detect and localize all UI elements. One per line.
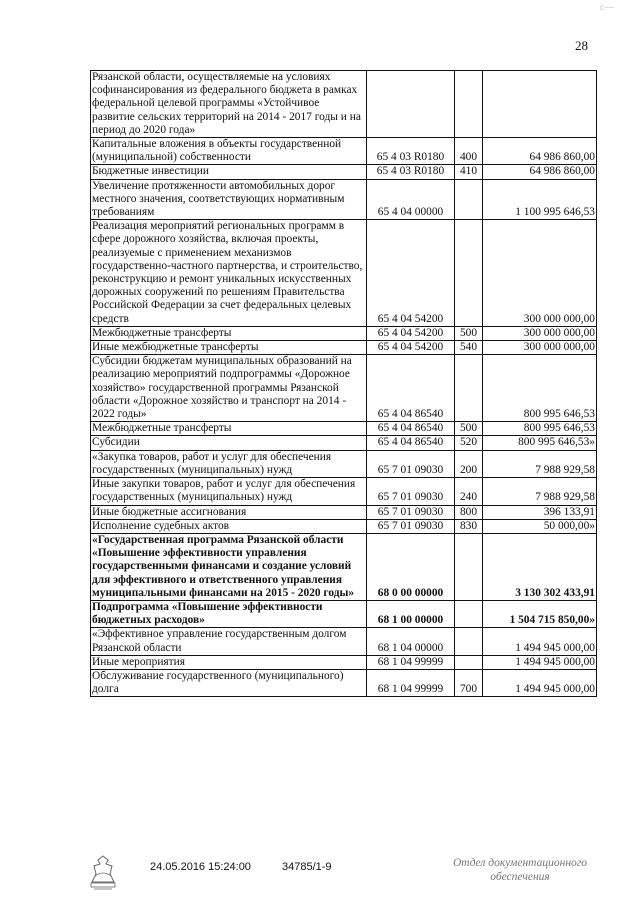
- cell-name: «Закупка товаров, работ и услуг для обеспечения государственных (муниципальных) нужд: [91, 450, 367, 477]
- cell-type: 830: [455, 519, 483, 533]
- cell-sum: 7 988 929,58: [483, 478, 597, 505]
- cell-type: 700: [455, 669, 483, 696]
- cell-name: Субсидии бюджетам муниципальных образований на реализацию мероприятий подпрограммы «Дорожное хозяйство» государственной программы Рязанской области «Дорожное хозяйство и транспорт на 2014 - 2022 годы»: [91, 355, 367, 422]
- cell-name: «Эффективное управление государственным долгом Рязанской области: [91, 628, 367, 655]
- cell-code: [367, 71, 455, 138]
- cell-name: Иные закупки товаров, работ и услуг для обеспечения государственных (муниципальных) нужд: [91, 478, 367, 505]
- cell-code: 68 1 04 00000: [367, 628, 455, 655]
- table-row: [91, 165, 597, 179]
- cell-sum: 3 130 302 433,91: [483, 533, 597, 600]
- cell-name: Реализация мероприятий региональных программ в сфере дорожного хозяйства, включая проекты, реализуемые с применением механизмов государственно-частного партнерства, и строительство, реконструкцию и ремонт уникальных искусственных дорожных сооружений по решениям Правительства Российской Федерации за счет федеральных целевых средств: [91, 220, 367, 327]
- cell-type: 200: [455, 450, 483, 477]
- table-row: [91, 355, 597, 422]
- page-number: 28: [575, 38, 588, 53]
- cell-code: 65 4 04 86540: [367, 422, 455, 436]
- corner-mark: г.—: [600, 2, 614, 12]
- cell-type: [455, 355, 483, 422]
- table-row: [91, 519, 597, 533]
- cell-sum: 300 000 000,00: [483, 341, 597, 355]
- cell-sum: 64 986 860,00: [483, 165, 597, 179]
- cell-sum: [483, 71, 597, 138]
- footer-date: 24.05.2016 15:24:00: [150, 861, 251, 873]
- cell-type: 800: [455, 505, 483, 519]
- cell-name: Капитальные вложения в объекты государственной (муниципальной) собственности: [91, 138, 367, 165]
- cell-code: 65 7 01 09030: [367, 519, 455, 533]
- budget-table-body: [91, 71, 597, 697]
- cell-type: [455, 179, 483, 220]
- table-row: [91, 326, 597, 340]
- cell-code: 68 1 00 00000: [367, 600, 455, 627]
- cell-sum: 64 986 860,00: [483, 138, 597, 165]
- cell-sum: 1 494 945 000,00: [483, 628, 597, 655]
- table-row: [91, 505, 597, 519]
- cell-type: [455, 71, 483, 138]
- cell-type: 400: [455, 138, 483, 165]
- cell-code: 65 4 04 54200: [367, 326, 455, 340]
- cell-name: Межбюджетные трансферты: [91, 326, 367, 340]
- cell-code: 65 4 03 R0180: [367, 165, 455, 179]
- cell-code: 65 7 01 09030: [367, 478, 455, 505]
- cell-type: [455, 600, 483, 627]
- cell-sum: 1 504 715 850,00»: [483, 600, 597, 627]
- table-row: [91, 436, 597, 450]
- cell-code: 65 4 03 R0180: [367, 138, 455, 165]
- table-row: [91, 628, 597, 655]
- cell-name: Бюджетные инвестиции: [91, 165, 367, 179]
- table-row: [91, 71, 597, 138]
- cell-type: 500: [455, 326, 483, 340]
- cell-sum: 1 100 995 646,53: [483, 179, 597, 220]
- table-row: [91, 669, 597, 696]
- cell-sum: 1 494 945 000,00: [483, 669, 597, 696]
- table-row: [91, 138, 597, 165]
- table-row: [91, 341, 597, 355]
- cell-type: [455, 220, 483, 327]
- table-row: [91, 220, 597, 327]
- cell-type: 520: [455, 436, 483, 450]
- table-row: [91, 478, 597, 505]
- cell-sum: 300 000 000,00: [483, 220, 597, 327]
- cell-code: 65 4 04 86540: [367, 355, 455, 422]
- footer-department-line1: Отдел документационного: [452, 857, 588, 869]
- cell-sum: 396 133,91: [483, 505, 597, 519]
- cell-name: Увеличение протяженности автомобильных дорог местного значения, соответствующих нормативным требованиям: [91, 179, 367, 220]
- cell-sum: 800 995 646,53: [483, 355, 597, 422]
- cell-code: 65 4 04 86540: [367, 436, 455, 450]
- cell-type: [455, 655, 483, 669]
- cell-name: Подпрограмма «Повышение эффективности бюджетных расходов»: [91, 600, 367, 627]
- table-row: [91, 179, 597, 220]
- cell-type: 540: [455, 341, 483, 355]
- cell-code: 65 7 01 09030: [367, 505, 455, 519]
- table-row: [91, 655, 597, 669]
- cell-sum: 50 000,00»: [483, 519, 597, 533]
- cell-type: 240: [455, 478, 483, 505]
- cell-sum: 300 000 000,00: [483, 326, 597, 340]
- cell-name: «Государственная программа Рязанской области «Повышение эффективности управления государственными финансами и создание условий для эффективного и ответственного управления муниципальными финансами на 2015 - 2020 годы»: [91, 533, 367, 600]
- cell-name: Иные межбюджетные трансферты: [91, 341, 367, 355]
- cell-name: Иные мероприятия: [91, 655, 367, 669]
- cell-code: 65 7 01 09030: [367, 450, 455, 477]
- cell-sum: 800 995 646,53: [483, 422, 597, 436]
- cell-code: 68 1 04 99999: [367, 669, 455, 696]
- cell-type: 410: [455, 165, 483, 179]
- cell-name: Межбюджетные трансферты: [91, 422, 367, 436]
- cell-name: Рязанской области, осуществляемые на условиях софинансирования из федерального бюджета в рамках федеральной целевой программы «Устойчивое развитие сельских территорий на 2014 - 2017 годы и на период до 2020 года»: [91, 71, 367, 138]
- footer-doc-number: 34785/1-9: [282, 861, 332, 873]
- cell-type: [455, 628, 483, 655]
- cell-code: 65 4 04 54200: [367, 220, 455, 327]
- budget-table: [90, 70, 597, 697]
- cell-sum: 7 988 929,58: [483, 450, 597, 477]
- table-row: [91, 533, 597, 600]
- cell-sum: 800 995 646,53»: [483, 436, 597, 450]
- table-row: [91, 600, 597, 627]
- cell-type: [455, 533, 483, 600]
- cell-sum: 1 494 945 000,00: [483, 655, 597, 669]
- cell-name: Иные бюджетные ассигнования: [91, 505, 367, 519]
- cell-code: 65 4 04 00000: [367, 179, 455, 220]
- cell-code: 65 4 04 54200: [367, 341, 455, 355]
- cell-name: Исполнение судебных актов: [91, 519, 367, 533]
- footer-department: [440, 856, 600, 884]
- cell-name: Субсидии: [91, 436, 367, 450]
- table-row: [91, 450, 597, 477]
- cell-code: 68 1 04 99999: [367, 655, 455, 669]
- table-row: [91, 422, 597, 436]
- cell-type: 500: [455, 422, 483, 436]
- footer-department-line2: обеспечения: [490, 871, 550, 883]
- coat-of-arms-icon: [86, 852, 120, 892]
- cell-name: Обслуживание государственного (муниципального) долга: [91, 669, 367, 696]
- cell-code: 68 0 00 00000: [367, 533, 455, 600]
